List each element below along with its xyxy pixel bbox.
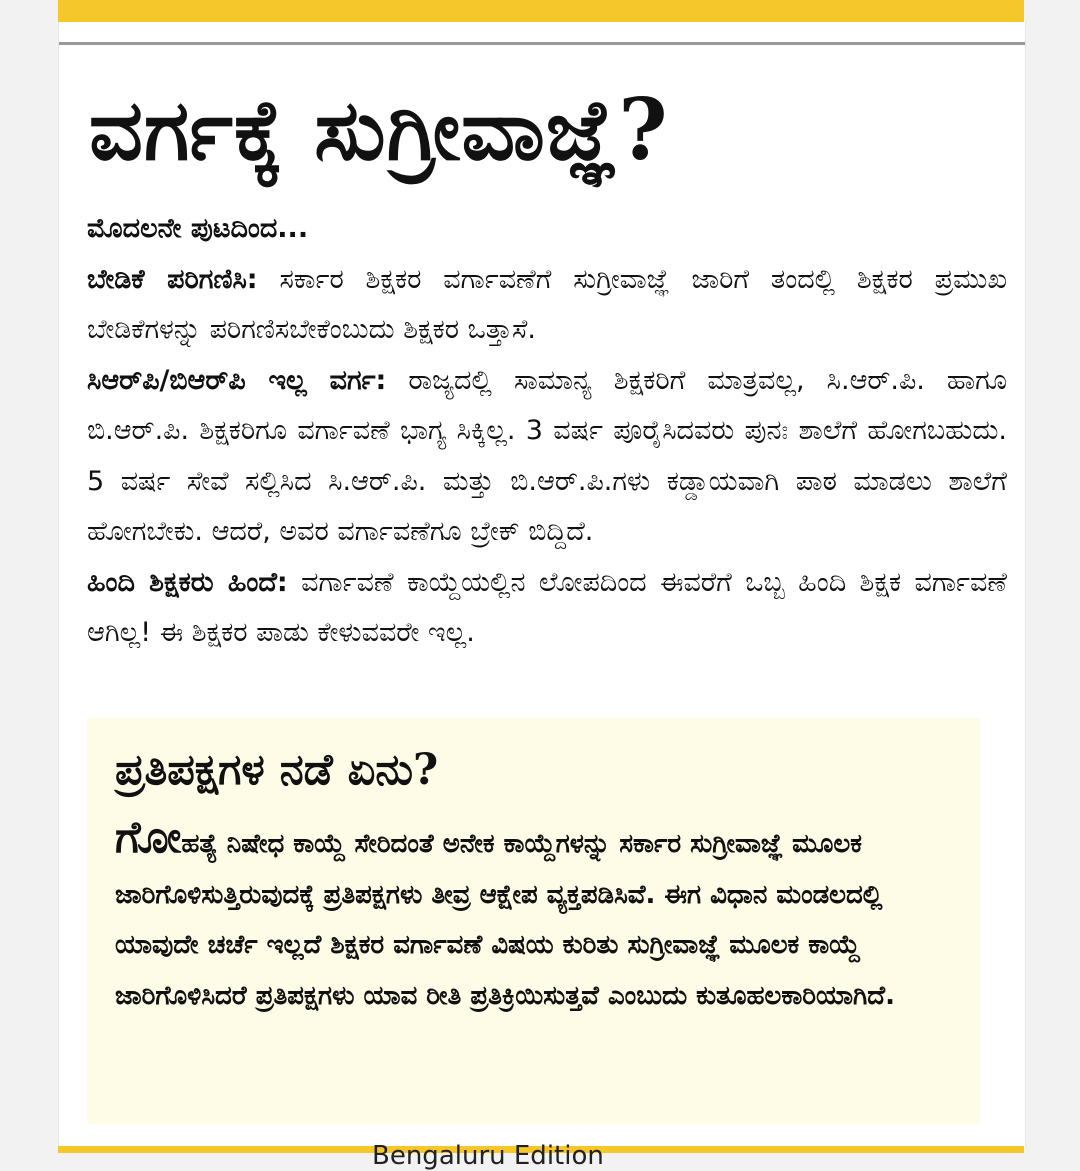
header-rule — [59, 42, 1025, 45]
article-body — [87, 204, 1007, 659]
sidebar-box — [87, 718, 980, 1124]
sidebar-body — [115, 812, 935, 1021]
paragraph-text: ಸರ್ಕಾರ ಶಿಕ್ಷಕರ ವರ್ಗಾವಣೆಗೆ ಸುಗ್ರೀವಾಜ್ಞೆ ಜಾರಿಗೆ ತಂದಲ್ಲಿ ಶಿಕ್ಷಕರ ಪ್ರಮುಖ ಬೇಡಿಕೆಗಳನ್ನು ಪರಿಗಣಿಸಬೇಕೆಂಬುದು ಶಿಕ್ಷಕರ ಒತ್ತಾಸೆ. — [87, 263, 1007, 345]
continued-marker: ಮೊದಲನೇ ಪುಟದಿಂದ... — [87, 213, 309, 244]
paragraph-label: ಬೇಡಿಕೆ ಪರಿಗಣಿಸಿ: — [87, 263, 258, 295]
drop-cap: ಗೋ — [115, 812, 182, 863]
edition-label-cutoff: Bengaluru Edition — [372, 1141, 604, 1171]
paragraph-label: ಸಿಆರ್‌ಪಿ/ಬಿಆರ್‌ಪಿ ಇಲ್ಲ ವರ್ಗ: — [87, 364, 387, 396]
top-yellow-band — [58, 0, 1024, 22]
paragraph-hindi-teachers — [87, 558, 1007, 659]
newspaper-clipping — [58, 22, 1026, 1146]
sidebar-text: ಹತ್ಯೆ ನಿಷೇಧ ಕಾಯ್ದೆ ಸೇರಿದಂತೆ ಅನೇಕ ಕಾಯ್ದೆಗಳನ್ನು ಸರ್ಕಾರ ಸುಗ್ರೀವಾಜ್ಞೆ ಮೂಲಕ ಜಾರಿಗೊಳಿಸುತ್ತಿರುವುದಕ್ಕೆ ಪ್ರತಿಪಕ್ಷಗಳು ತೀವ್ರ ಆಕ್ಷೇಪ ವ್ಯಕ್ತಪಡಿಸಿವೆ. ಈಗ ವಿಧಾನ ಮಂಡಲದಲ್ಲಿ ಯಾವುದೇ ಚರ್ಚೆ ಇಲ್ಲದೆ ಶಿಕ್ಷಕರ ವರ್ಗಾವಣೆ ವಿಷಯ ಕುರಿತು ಸುಗ್ರೀವಾಜ್ಞೆ ಮೂಲಕ ಕಾಯ್ದೆ ಜಾರಿಗೊಳಿಸಿದರೆ ಪ್ರತಿಪಕ್ಷಗಳು ಯಾವ ರೀತಿ ಪ್ರತಿಕ್ರಿಯಿಸುತ್ತವೆ ಎಂಬುದು ಕುತೂಹಲಕಾರಿಯಾಗಿದೆ. — [115, 829, 895, 1011]
headline: ವರ್ಗಕ್ಕೆ ಸುಗ್ರೀವಾಜ್ಞೆ? — [89, 80, 669, 179]
paragraph-demand — [87, 255, 1007, 356]
paragraph-crp-brp — [87, 356, 1007, 558]
paragraph-label: ಹಿಂದಿ ಶಿಕ್ಷಕರು ಹಿಂದೆ: — [87, 566, 288, 598]
paragraph-text: ವರ್ಗಾವಣೆ ಕಾಯ್ದೆಯಲ್ಲಿನ ಲೋಪದಿಂದ ಈವರೆಗೆ ಒಬ್ಬ ಹಿಂದಿ ಶಿಕ್ಷಕ ವರ್ಗಾವಣೆ ಆಗಿಲ್ಲ! ಈ ಶಿಕ್ಷಕರ ಪಾಡು ಕೇಳುವವರೇ ಇಲ್ಲ. — [87, 566, 1007, 648]
paragraph-text: ರಾಜ್ಯದಲ್ಲಿ ಸಾಮಾನ್ಯ ಶಿಕ್ಷಕರಿಗೆ ಮಾತ್ರವಲ್ಲ, ಸಿ.ಆರ್‌.ಪಿ. ಹಾಗೂ ಬಿ.ಆರ್‌.ಪಿ. ಶಿಕ್ಷಕರಿಗೂ ವರ್ಗಾವಣೆ ಭಾಗ್ಯ ಸಿಕ್ಕಿಲ್ಲ. 3 ವರ್ಷ ಪೂರೈಸಿದವರು ಪುನಃ ಶಾಲೆಗೆ ಹೋಗಬಹುದು. 5 ವರ್ಷ ಸೇವೆ ಸಲ್ಲಿಸಿದ ಸಿ.ಆರ್‌.ಪಿ. ಮತ್ತು ಬಿ.ಆರ್‌.ಪಿ.ಗಳು ಕಡ್ಡಾಯವಾಗಿ ಪಾಠ ಮಾಡಲು ಶಾಲೆಗೆ ಹೋಗಬೇಕು. ಆದರೆ, ಅವರ ವರ್ಗಾವಣೆಗೂ ಬ್ರೇಕ್‌ ಬಿದ್ದಿದೆ. — [87, 364, 1007, 547]
sidebar-title: ಪ್ರತಿಪಕ್ಷಗಳ ನಡೆ ಏನು? — [115, 745, 439, 795]
